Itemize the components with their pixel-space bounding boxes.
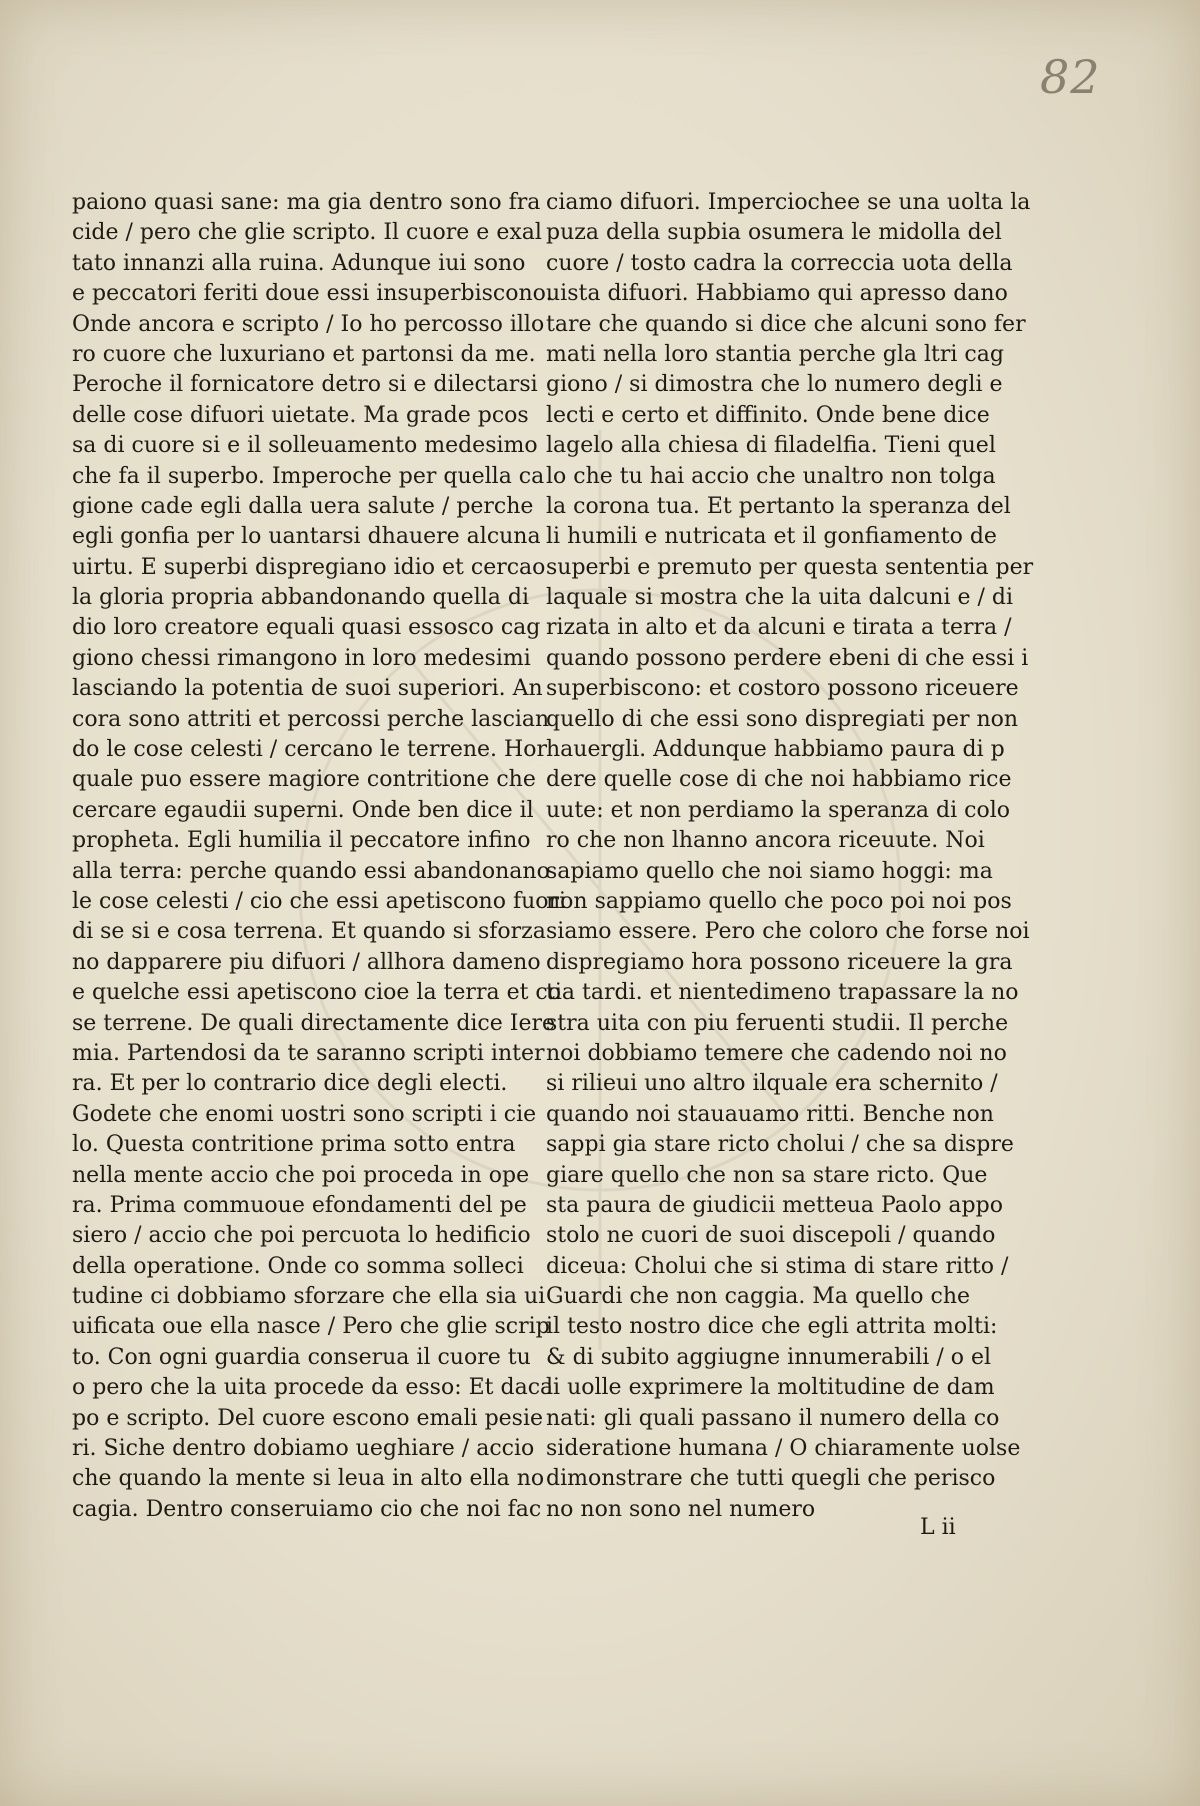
text-line: noi dobbiamo temere che cadendo noi no (546, 1040, 1007, 1066)
text-line: ra. Et per lo contrario dice degli electi. (72, 1071, 508, 1097)
text-line: lecti e certo et diffinito. Onde bene dice (546, 402, 990, 428)
text-line: ro che non lhanno ancora riceuute. Noi (546, 828, 985, 854)
text-line: li humili e nutricata et il gonfiamento de (546, 524, 997, 550)
text-line: cuore / tosto cadra la correccia uota della (546, 250, 1013, 276)
text-line: lo che tu hai accio che unaltro non tolga (546, 463, 996, 489)
text-line: si rilieui uno altro ilquale era schernito / (546, 1071, 998, 1097)
text-line: egli gonfia per lo uantarsi dhauere alcuna (72, 524, 541, 550)
text-line: tia tardi. et nientedimeno trapassare la no (546, 980, 1019, 1006)
text-line: dimonstrare che tutti quegli che perisco (546, 1466, 996, 1492)
text-line: cercare egaudii superni. Onde ben dice il (72, 797, 534, 823)
text-line: puza della supbia osumera le midolla del (546, 220, 1002, 246)
text-line: lagelo alla chiesa di filadelfia. Tieni quel (546, 433, 996, 459)
text-line: la gloria propria abbandonando quella di (72, 585, 530, 611)
text-line: quando possono perdere ebeni di che essi i (546, 645, 1029, 671)
text-line: to. Con ogni guardia conserua il cuore tu (72, 1344, 531, 1370)
text-line: e peccatori feriti doue essi insuperbiscono. (72, 281, 553, 307)
text-line: cide / pero che glie scripto. Il cuore e exal (72, 220, 542, 246)
text-line: dio loro creatore equali quasi essosco cag (72, 615, 541, 641)
text-line: la corona tua. Et pertanto la speranza del (546, 493, 1011, 519)
text-line: dere quelle cose di che noi habbiamo rice (546, 767, 1012, 793)
text-line: sappi gia stare ricto cholui / che sa dispre (546, 1132, 1014, 1158)
folio-number: 82 (1040, 50, 1101, 104)
text-line: nati: gli quali passano il numero della co (546, 1405, 1000, 1431)
text-line: gione cade egli dalla uera salute / perche (72, 493, 534, 519)
text-line: no dapparere piu difuori / allhora dameno (72, 949, 541, 975)
text-line: Guardi che non caggia. Ma quello che (546, 1284, 971, 1310)
text-line: se terrene. De quali directamente dice Iere (72, 1010, 556, 1036)
text-line: superbi e premuto per questa sententia per (546, 554, 1034, 580)
text-line: Godete che enomi uostri sono scripti i cie (72, 1101, 537, 1127)
text-line: sideratione humana / O chiaramente uolse (546, 1436, 1021, 1462)
text-line: della operatione. Onde co somma solleci (72, 1253, 524, 1279)
text-line: sapiamo quello che noi siamo hoggi: ma (546, 858, 993, 884)
text-line: tudine ci dobbiamo sforzare che ella sia ui (72, 1284, 546, 1310)
text-line: che fa il superbo. Imperoche per quella ca (72, 463, 545, 489)
text-line: il testo nostro dice che egli attrita molti: (546, 1314, 998, 1340)
text-line: ciamo difuori. Imperciochee se una uolta la (546, 190, 1031, 215)
text-line: mia. Partendosi da te saranno scripti inter (72, 1040, 545, 1066)
text-line: dispregiamo hora possono riceuere la gra (546, 949, 1013, 975)
text-line: cagia. Dentro conseruiamo cio che noi fac (72, 1496, 542, 1522)
text-line: diceua: Cholui che si stima di stare ritto / (546, 1253, 1009, 1279)
text-line: non sappiamo quello che poco poi noi pos (546, 888, 1012, 914)
text-line: o pero che la uita procede da esso: Et daca (72, 1375, 554, 1401)
text-line: siamo essere. Pero che coloro che forse noi (546, 919, 1030, 945)
text-line: nella mente accio che poi proceda in ope (72, 1162, 530, 1188)
text-line: cora sono attriti et percossi perche lascian (72, 706, 550, 732)
text-line: giono / si dimostra che lo numero degli e (546, 372, 1003, 398)
text-line: giare quello che non sa stare ricto. Que (546, 1162, 988, 1188)
text-line: mati nella loro stantia perche gla ltri cag (546, 341, 1004, 367)
text-line: sa di cuore si e il solleuamento medesimo (72, 433, 538, 459)
text-line: di se si e cosa terrena. Et quando si sforza (72, 919, 546, 945)
text-line: Peroche il fornicatore detro si e dilectarsi (72, 372, 538, 398)
left-text-column (72, 188, 567, 1525)
text-line: uute: et non perdiamo la speranza di colo (546, 797, 1010, 823)
text-line: che quando la mente si leua in alto ella no (72, 1466, 545, 1492)
text-line: uista difuori. Habbiamo qui apresso dano (546, 281, 1008, 307)
text-line: giono chessi rimangono in loro medesimi (72, 645, 531, 671)
text-line: superbiscono: et costoro possono riceuere (546, 676, 1019, 702)
text-line: le cose celesti / cio che essi apetiscono fuori (72, 888, 567, 914)
text-line: lasciando la potentia de suoi superiori. An (72, 676, 543, 702)
text-line: tato innanzi alla ruina. Adunque iui sono (72, 250, 526, 276)
text-line: laquale si mostra che la uita dalcuni e / di (546, 585, 1014, 611)
text-line: quale puo essere magiore contritione che (72, 767, 536, 793)
text-line: ra. Prima commuoue efondamenti del pe (72, 1192, 527, 1218)
text-line: e quelche essi apetiscono cioe la terra et co (72, 980, 561, 1006)
text-line: hauergli. Addunque habbiamo paura di p (546, 737, 1005, 763)
text-line: alla terra: perche quando essi abandonano (72, 858, 550, 884)
signature-mark: L ii (920, 1515, 956, 1540)
text-line: no non sono nel numero (546, 1496, 816, 1522)
text-line: propheta. Egli humilia il peccatore infino (72, 828, 531, 854)
text-line: delle cose difuori uietate. Ma grade pcos (72, 402, 529, 428)
text-line: po e scripto. Del cuore escono emali pesie (72, 1405, 544, 1431)
text-line: stra uita con piu feruenti studii. Il perche (546, 1010, 1009, 1036)
text-line: Onde ancora e scripto / Io ho percosso illo (72, 311, 545, 337)
right-text-column (546, 188, 1034, 1525)
text-line: uirtu. E superbi dispregiano idio et cercao (72, 554, 546, 580)
text-line: paiono quasi sane: ma gia dentro sono fra (72, 190, 541, 215)
text-line: do le cose celesti / cercano le terrene. Hor (72, 737, 547, 763)
text-line: li uolle exprimere la moltitudine de dam (546, 1375, 995, 1401)
text-line: siero / accio che poi percuota lo hedificio (72, 1223, 531, 1249)
text-line: stolo ne cuori de suoi discepoli / quando (546, 1223, 996, 1249)
text-line: ro cuore che luxuriano et partonsi da me. (72, 341, 536, 367)
text-line: lo. Questa contritione prima sotto entra (72, 1132, 516, 1158)
text-line: rizata in alto et da alcuni e tirata a terra / (546, 615, 1012, 641)
text-line: tare che quando si dice che alcuni sono fer (546, 311, 1026, 337)
text-line: & di subito aggiugne innumerabili / o el (546, 1344, 992, 1370)
text-line: sta paura de giudicii metteua Paolo appo (546, 1192, 1003, 1218)
text-line: quello di che essi sono dispregiati per non (546, 706, 1019, 732)
text-line: quando noi stauauamo ritti. Benche non (546, 1101, 994, 1127)
text-line: uificata oue ella nasce / Pero che glie scrip (72, 1314, 550, 1340)
text-line: ri. Siche dentro dobiamo ueghiare / accio (72, 1436, 535, 1462)
